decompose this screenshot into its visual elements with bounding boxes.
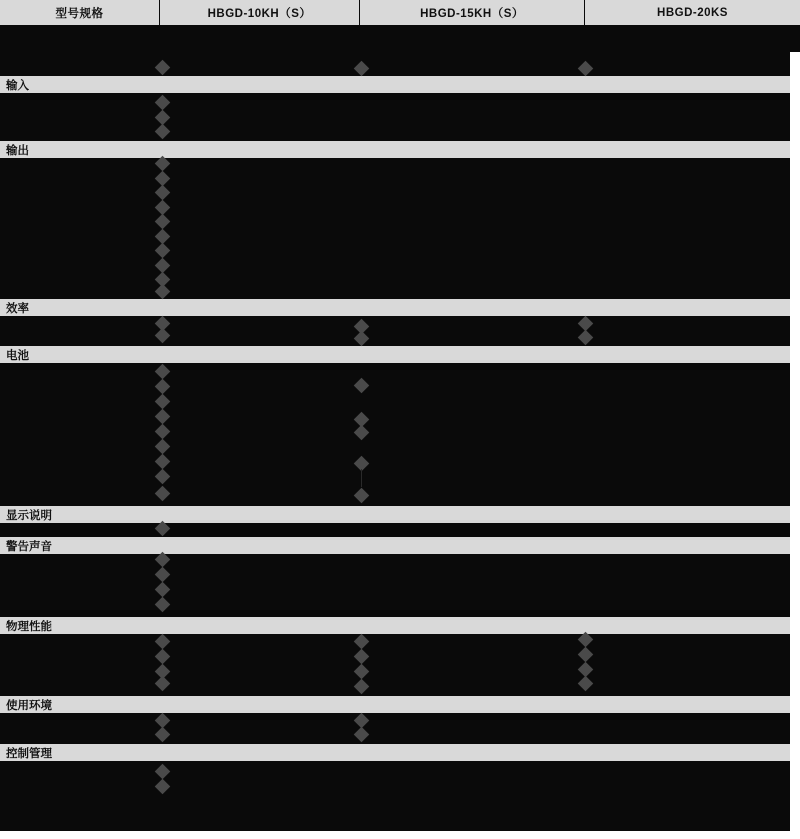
spec-marker-diamond — [155, 124, 171, 140]
section-label-bar: 警告声音 — [0, 537, 790, 554]
spec-marker-diamond — [155, 582, 171, 598]
spec-marker-diamond — [155, 764, 171, 780]
section-label-bar: 使用环境 — [0, 696, 790, 713]
spec-marker-diamond — [155, 521, 171, 537]
spec-marker-diamond — [155, 439, 171, 455]
cell-hairline — [361, 469, 362, 487]
spec-marker-diamond — [155, 597, 171, 613]
spec-marker-diamond — [155, 284, 171, 300]
spec-marker-diamond — [354, 378, 370, 394]
spec-marker-diamond — [155, 379, 171, 395]
spec-marker-diamond — [155, 469, 171, 485]
section-label-bar: 电池 — [0, 346, 790, 363]
spec-marker-diamond — [354, 649, 370, 665]
spec-marker-diamond — [155, 214, 171, 230]
spec-marker-diamond — [354, 679, 370, 695]
spec-marker-diamond — [155, 779, 171, 795]
spec-marker-diamond — [578, 632, 594, 648]
section-label-bar: 物理性能 — [0, 617, 790, 634]
spec-marker-diamond — [155, 95, 171, 111]
section-label-bar: 输入 — [0, 76, 790, 93]
spec-marker-diamond — [155, 243, 171, 259]
column-header-hbgd-15kh: HBGD-15KH（S） — [360, 0, 585, 25]
table-header-row — [0, 0, 800, 26]
spec-marker-diamond — [155, 454, 171, 470]
bottom-margin-strip — [0, 831, 800, 839]
spec-marker-diamond — [354, 488, 370, 504]
spec-marker-diamond — [155, 567, 171, 583]
spec-marker-diamond — [155, 394, 171, 410]
spec-marker-diamond — [578, 676, 594, 692]
section-label-bar: 输出 — [0, 141, 790, 158]
spec-marker-diamond — [155, 409, 171, 425]
spec-marker-diamond — [155, 634, 171, 650]
section-label-bar: 效率 — [0, 299, 790, 316]
spec-marker-diamond — [354, 425, 370, 441]
spec-marker-diamond — [155, 424, 171, 440]
section-label-bar: 显示说明 — [0, 506, 790, 523]
spec-marker-diamond — [354, 727, 370, 743]
column-header-hbgd-20ks: HBGD-20KS — [657, 6, 728, 19]
spec-marker-diamond — [578, 330, 594, 346]
spec-marker-diamond — [354, 331, 370, 347]
spec-marker-diamond — [155, 328, 171, 344]
spec-marker-diamond — [354, 61, 370, 77]
spec-marker-diamond — [155, 649, 171, 665]
spec-marker-diamond — [155, 60, 171, 76]
spec-marker-diamond — [155, 676, 171, 692]
table-body — [0, 26, 800, 839]
spec-marker-diamond — [155, 727, 171, 743]
spec-marker-diamond — [155, 486, 171, 502]
right-margin-strip — [790, 52, 800, 839]
spec-marker-diamond — [354, 664, 370, 680]
spec-marker-diamond — [354, 634, 370, 650]
spec-marker-diamond — [578, 61, 594, 77]
spec-marker-diamond — [578, 647, 594, 663]
spec-marker-diamond — [155, 364, 171, 380]
spec-marker-diamond — [155, 552, 171, 568]
spec-marker-diamond — [155, 156, 171, 172]
column-header-model: 型号规格 — [0, 0, 160, 25]
column-header-hbgd-10kh: HBGD-10KH（S） — [160, 0, 360, 25]
spec-marker-diamond — [155, 185, 171, 201]
section-label-bar: 控制管理 — [0, 744, 790, 761]
